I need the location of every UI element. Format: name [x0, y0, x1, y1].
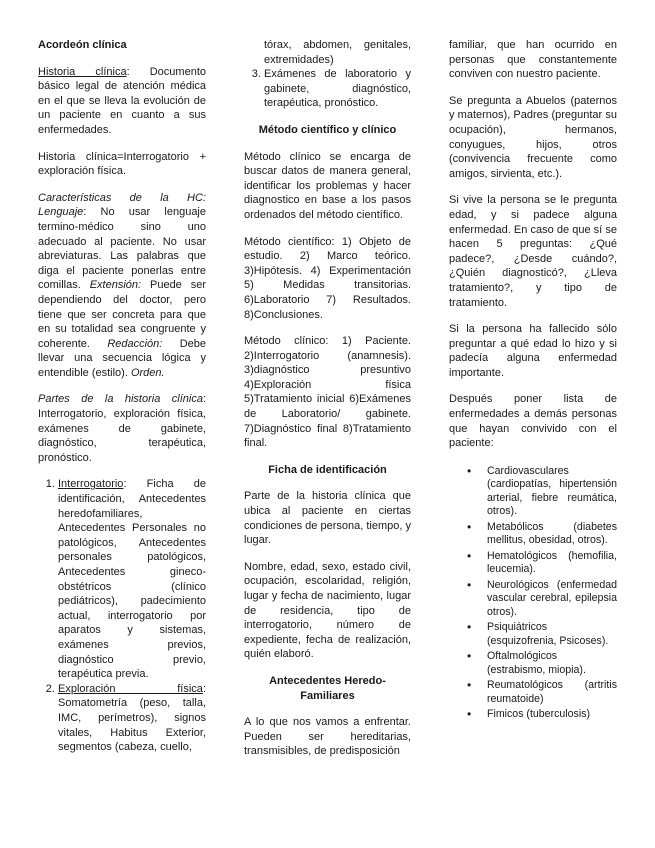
metodo-cientifico-steps: Método científico: 1) Objeto de estudio. 2) Marco teórico. 3)Hipótesis. 4) Experimentación 5) Medidas transitorias. 6)Laboratorio 7) Resultados. 8)Conclusiones.	[244, 235, 411, 321]
antecedentes-continued: familiar, que han ocurrido en personas que constantemente conviven con nuestro paciente.	[449, 39, 617, 81]
list-item: • Hematológicos (hemofilia, leucemia).	[487, 550, 617, 577]
redaccion-term: Redacción:	[107, 337, 163, 350]
column-2	[244, 38, 411, 759]
ficha-definition: Parte de la historia clínica que ubica al paciente en ciertas condiciones de persona, tiempo, y lugar.	[244, 490, 411, 547]
persona-fallecida-paragraph: Si la persona ha fallecido sólo preguntar a qué edad lo hizo y si padecía alguna enfermedad importante.	[449, 323, 617, 379]
list-item: • Fimicos (tuberculosis)	[487, 708, 617, 722]
section-heading-antecedentes	[244, 674, 411, 703]
enfermedades-list	[449, 465, 617, 722]
definition-text: : Documento básico legal de atención médica en el que se lleva la evolución de un paciente en cuanto a sus enfermedades.	[38, 65, 206, 136]
partes-term: Partes de la historia clínica	[38, 393, 203, 406]
list-item: • Metabólicos (diabetes mellitus, obesidad, otros).	[487, 521, 617, 548]
partes-text: : Interrogatorio, exploración física, exámenes de gabinete, diagnóstico, terapéutica, pronóstico.	[38, 393, 206, 464]
orden-term: Orden.	[130, 366, 165, 379]
document-title: Acordeón clínica	[38, 39, 127, 51]
partes-list-continued	[244, 38, 411, 111]
ficha-fields: Nombre, edad, sexo, estado civil, ocupación, escolaridad, religión, lugar y fecha de nacimiento, lugar de residencia, tipo de interrogatorio, número de expediente, fecha de realización, quién elaboró.	[244, 560, 411, 661]
list-item-text: : Somatometría (peso, talla, IMC, perímetros), signos vitales, Habitus Exterior, segmentos (cabeza, cuello,	[58, 682, 206, 754]
persona-viva-paragraph: Si vive la persona se le pregunta edad, y si padece alguna enfermedad. En caso de que sí se hacen 5 preguntas: ¿Qué padece?, ¿Desde cuándo?, ¿Quién diagnosticó?, ¿Lleva tratamiento?, y tipo de tratamiento.	[449, 194, 617, 309]
caracteristicas-paragraph	[38, 191, 206, 381]
list-item-term: Interrogatorio	[58, 478, 124, 491]
heading-line-1: Antecedentes Heredo-	[269, 674, 386, 687]
section-heading-ficha: Ficha de identificación	[268, 463, 387, 476]
list-item-term: Exploración física	[58, 682, 203, 695]
historia-clinica-formula: Historia clínica=Interrogatorio + exploración física.	[38, 150, 206, 178]
column-1	[38, 38, 206, 755]
lenguaje-text: : No usar lenguaje termino-médico sino uno adecuado al paciente. No usar abreviaturas. Las palabras que diga el paciente ponerlas entre comillas.	[38, 206, 206, 292]
partes-paragraph	[38, 392, 206, 465]
historia-clinica-definition	[38, 65, 206, 138]
lista-enfermedades-intro: Después poner lista de enfermedades a demás personas que hayan convivido con el paciente:	[449, 393, 617, 450]
heading-line-2: Familiares	[300, 689, 355, 702]
list-item: • Psiquiátricos (esquizofrenia, Psicoses).	[487, 621, 617, 648]
list-item: • Cardiovasculares (cardiopatías, hipertensión arterial, fiebre reumática, otros).	[487, 465, 617, 519]
caracteristicas-term: Características de la HC: Lenguaje	[38, 191, 206, 219]
list-item-text: : Ficha de identificación, Antecedentes heredofamiliares, Antecedentes Personales no patológicos, Antecedentes personales patológicos, Antecedentes gineco-obstétricos (clínico pediátricos), padecimiento actual, interrogatorio por aparatos y sistemas, exámenes previos, diagnóstico previo, terapéutica previa.	[58, 478, 206, 681]
extension-text: Puede ser dependiendo del doctor, pero tiene que ser concreta para que en su totalidad sea congruente y coherente.	[38, 279, 206, 350]
list-item-exploracion-continued: tórax, abdomen, genitales, extremidades)	[264, 39, 411, 66]
list-item-examenes: 3. Exámenes de laboratorio y gabinete, diagnóstico, terapéutica, pronóstico.	[264, 67, 411, 111]
extension-term: Extensión:	[89, 279, 142, 292]
list-item-interrogatorio	[58, 477, 206, 681]
metodo-clinico-paragraph: Método clínico se encarga de buscar datos de manera general, identificar los problemas y hacer diagnostico en base a los pasos ordenados del método científico.	[244, 150, 411, 221]
redaccion-text: Debe llevar una secuencia lógica y entendible (estilo).	[38, 337, 206, 379]
list-item-exploracion	[58, 682, 206, 755]
historia-clinica-term: Historia clínica	[38, 65, 127, 78]
list-item: • Neurológicos (enfermedad vascular cerebral, epilepsia otros).	[487, 579, 617, 620]
antecedentes-paragraph: A lo que nos vamos a enfrentar. Pueden ser hereditarias, transmisibles, de predisposición	[244, 716, 411, 758]
column-3	[449, 38, 617, 724]
section-heading-metodo: Método científico y clínico	[258, 123, 397, 136]
preguntar-familiares: Se pregunta a Abuelos (paternos y maternos), Padres (preguntar su ocupación), hermanos, conyugues, hijos, otros (convivencia frecuente como amigos, sirvienta, etc.).	[449, 94, 617, 180]
partes-list	[38, 477, 206, 754]
metodo-clinico-steps: Método clínico: 1) Paciente. 2)Interrogatorio (anamnesis). 3)diagnóstico presuntivo 4)Exploración física 5)Tratamiento inicial 6)Exámenes de Laboratorio/ gabinete. 7)Diagnóstico final 8)Tratamiento final.	[244, 335, 411, 450]
list-item: • Oftalmológicos (estrabismo, miopia).	[487, 650, 617, 677]
list-item: • Reumatológicos (artritis reumatoide)	[487, 679, 617, 706]
